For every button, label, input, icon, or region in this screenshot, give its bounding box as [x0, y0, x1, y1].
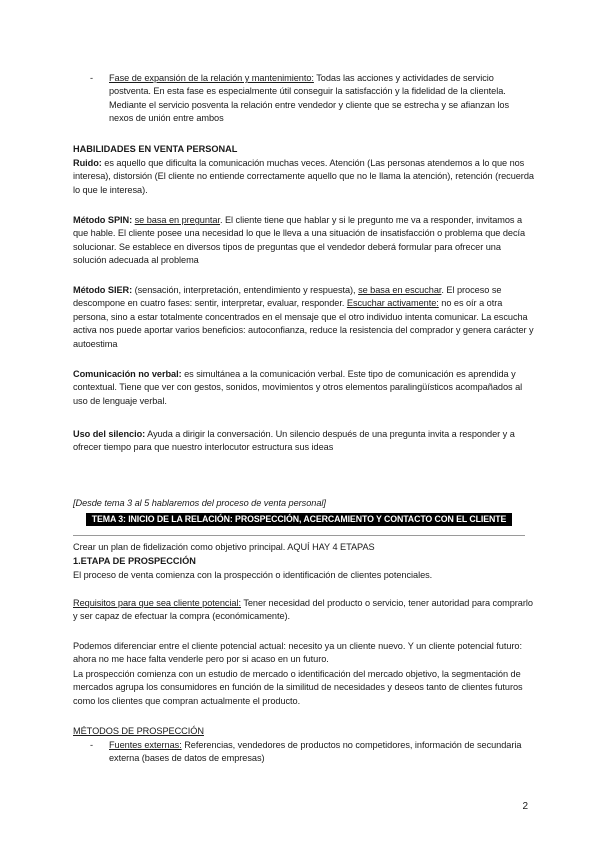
no-verbal-text: es simultánea a la comunicación verbal. Este tipo de comunicación es aprendida y contextual. Tiene que ver con gestos, sonidos, movimientos y otros elementos paralingüísticos acompañados al uso de lenguaje verbal.: [73, 369, 523, 406]
spin-text: . El cliente tiene que hablar y si le pregunto me va a responder, invitamos a que hable. El cliente posee una necesidad lo que le lleva a una situación de insatisfacción o problema que decía solucionar. Se establece en diversos tipos de preguntas que el vendedor deberá formular para ofrecer una solución adecuada al problema: [73, 215, 526, 266]
sier-text1: (sensación, interpretación, entendimiento y respuesta),: [132, 285, 359, 295]
bullet-fuentes-externas: [90, 739, 530, 766]
no-verbal-paragraph: [73, 368, 535, 408]
spin-underlined: se basa en preguntar: [134, 215, 220, 225]
plan-text: Crear un plan de fidelización como objetivo principal. AQUÍ HAY 4 ETAPAS: [73, 542, 375, 552]
sier-underlined1: se basa en escuchar: [358, 285, 442, 295]
requisitos-text: Tener necesidad del producto o servicio, tener autoridad para comprarlo y ser capaz de efectuar la compra (económicamente).: [73, 598, 533, 622]
ruido-label: Ruido:: [73, 158, 102, 168]
sier-label: Método SIER:: [73, 285, 133, 295]
bullet-text: Todas las acciones y actividades de servicio postventa. En esta fase es especialmente útil conseguir la satisfacción y la fidelidad de la clientela. Mediante el servicio posventa la relación entre vendedor y cliente que se estrecha y se afianzan los nexos de unión entre ambos: [109, 73, 509, 124]
etapa-text: El proceso de venta comienza con la prospección o identificación de clientes potenciales.: [73, 570, 433, 580]
ruido-paragraph: [73, 157, 535, 197]
etapa-heading: 1.ETAPA DE PROSPECCIÓN: [73, 556, 196, 566]
sier-text3: no es oír a otra persona, sino a estar totalmente concentrados en el mensaje que el otro individuo intenta comunicar. La escucha activa nos puede aportar varios beneficios: autoconfianza, reduce la resistencia del comprador y genera carácter y autoestima: [73, 298, 534, 349]
spin-paragraph: [73, 214, 535, 268]
silencio-text: Ayuda a dirigir la conversación. Un silencio después de una pregunta invita a responder y a ofrecer tiempo para que nuestro interlocutor estructura sus ideas: [73, 429, 515, 453]
requisitos-label: Requisitos para que sea cliente potencial:: [73, 598, 241, 608]
silencio-paragraph: [73, 428, 535, 455]
sier-paragraph: [73, 284, 535, 351]
fuentes-label: Fuentes externas:: [109, 740, 182, 750]
requisitos-paragraph: [73, 597, 535, 624]
fuentes-text: Referencias, vendedores de productos no competidores, información de secundaria externa (bases de datos de empresas): [109, 740, 522, 764]
tema-banner: TEMA 3: INICIO DE LA RELACIÓN: PROSPECCIÓN, ACERCAMIENTO Y CONTACTO CON EL CLIENTE: [86, 513, 512, 526]
bullet-dash: -: [90, 740, 94, 750]
page-number: 2: [522, 801, 528, 812]
sier-text2: . El proceso se descompone en cuatro fases: sentir, interpretar, evaluar, responder.: [73, 285, 502, 309]
divider-line: [73, 535, 525, 536]
ruido-text: es aquello que dificulta la comunicación muchas veces. Atención (Las personas atendemos a lo que nos interesa), distorsión (El cliente no entiende correctamente aquello que no le llama la atención), retención (recuerda lo que le interesa).: [73, 158, 534, 195]
bullet-fase-expansion: [90, 72, 530, 126]
silencio-label: Uso del silencio:: [73, 429, 146, 439]
prospeccion-paragraph: La prospección comienza con un estudio de mercado o identificación del mercado objetivo, la segmentación de mercados agrupa los consumidores en función de la similitud de necesidades y deseos tanto de clientes futuros como los clientes que compran actualmente el producto.: [73, 669, 523, 706]
sier-underlined2: Escuchar activamente:: [346, 298, 439, 309]
note-text: [Desde tema 3 al 5 hablaremos del proceso de venta personal]: [73, 498, 326, 508]
habilidades-heading: HABILIDADES EN VENTA PERSONAL: [73, 144, 238, 154]
bullet-dash: -: [90, 73, 94, 83]
diferenciar-paragraph: Podemos diferenciar entre el cliente potencial actual: necesito ya un cliente nuevo. Y un cliente potencial futuro: ahora no me hace falta venderle pero por si acaso en un futuro.: [73, 641, 522, 665]
spin-label: Método SPIN:: [73, 215, 133, 225]
metodos-heading: MÉTODOS DE PROSPECCIÓN: [73, 726, 204, 736]
no-verbal-label: Comunicación no verbal:: [73, 369, 182, 379]
bullet-lead: Fase de expansión de la relación y mantenimiento:: [109, 73, 314, 83]
